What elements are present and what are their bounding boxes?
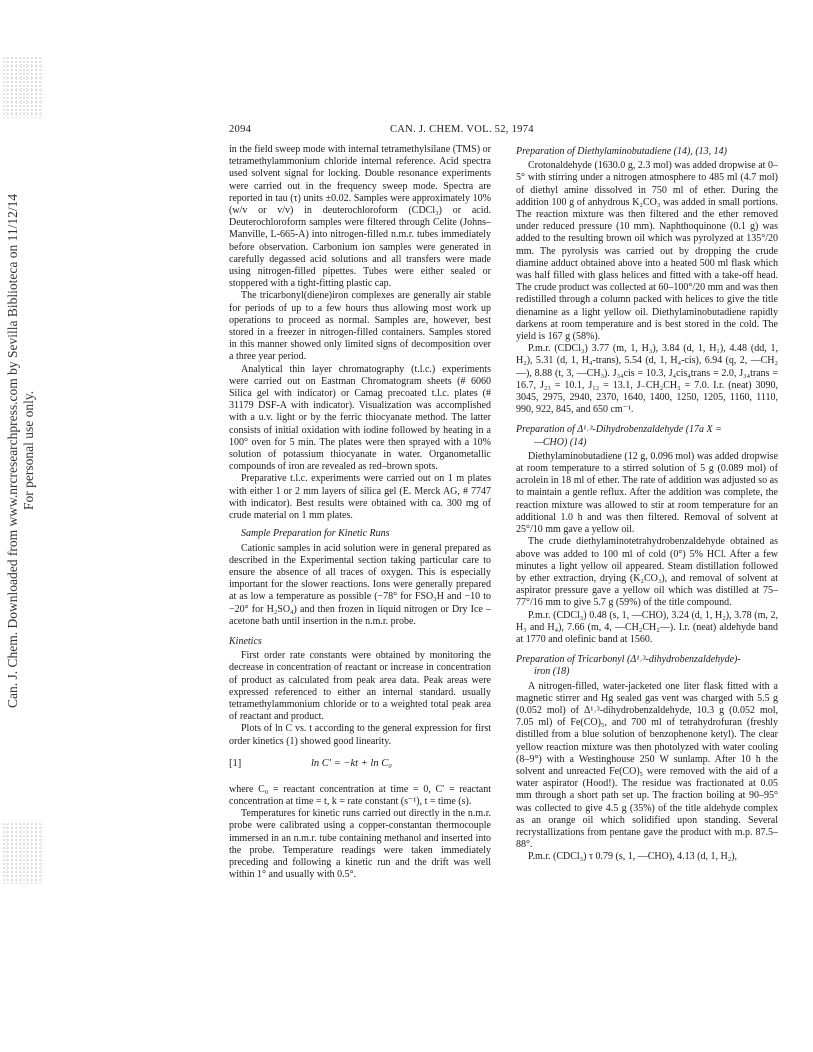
- paragraph: P.m.r. (CDCl₃) 3.77 (m, 1, H₃), 3.84 (d, 1, H₁), 4.48 (dd, 1, H₂), 5.31 (d, 1, H₄-trans), 5.54 (d, 1, H₄-cis), 6.94 (q, 2, —CH₂—), 8.88 (t, 3, —CH₃). J₃₄cis = 10.3, J₄cis₄trans = 2.0, J₃₄trans = 16.7, J₂₃ = 10.1, J₁₂ = 13.1, J₋CH₂CH₃ = 7.0. I.r. (neat) 3090, 3045, 2975, 2940, 2370, 1640, 1400, 1250, 1205, 1160, 1110, 990, 922, 845, and 650 cm⁻¹.: [516, 343, 778, 416]
- scan-noise: [2, 822, 42, 884]
- paragraph: Diethylaminobutadiene (12 g, 0.096 mol) was added dropwise at room temperature to a stirred solution of 5 g (0.089 mol) of acrolein in 18 ml of ether. The rate of addition was adjusted so as to maintain a gentle reflux. After the addition was complete, the reaction mixture was allowed to stir at room temperature for an additional 1.0 h and was then filtered. Removal of solvent at 25°/10 mm gave a yellow oil.: [516, 450, 778, 536]
- download-notice: Can. J. Chem. Downloaded from www.nrcresearchpress.com by Sevilla Biblioteca on 11/12/14: [5, 193, 20, 708]
- section-heading: Preparation of Diethylaminobutadiene (14), (13, 14): [516, 146, 727, 157]
- page-header: [229, 124, 778, 138]
- paragraph: P.m.r. (CDCl₃) τ 0.79 (s, 1, —CHO), 4.13 (d, 1, H₂),: [528, 851, 738, 863]
- section-heading-line: iron (18): [534, 666, 570, 678]
- section-heading: [516, 424, 778, 448]
- right-column: [516, 144, 778, 864]
- section-heading: Kinetics: [229, 635, 262, 647]
- paragraph: A nitrogen-filled, water-jacketed one liter flask fitted with a magnetic stirrer and Hg sealed gas vent was charged with 5.5 g (0.052 mol) of Δ¹˒³-dihydrobenzaldehyde, 10.3 g (0.052 mol, 7.05 ml) of Fe(CO)₅, and 700 ml of tetrahydrofuran (freshly distilled from a blue solution of benzophenone ketyl). The clear yellow reaction mixture was then photolyzed with water cooling (8–9°) with a Westinghouse 250 W sunlamp. After 10 h the solvent and unreacted Fe(CO)₅ were removed with the aid of a water aspirator (Hood!). The residue was fractionated at 0.05 mm through a short path set up. The fraction boiling at 90–95° was collected to give 4.5 g (35%) of the title aldehyde complex as an orange oil which solidified upon standing. Several recrystallizations from pentane gave the product with m.p. 87.5–88°.: [516, 680, 778, 851]
- paragraph: Analytical thin layer chromatography (t.l.c.) experiments were carried out on Eastman Chromatogram sheets (# 6060 Silica gel with indicator) or Camag precoated t.l.c. plates (# 31179 DSF-A with indicator). Visualization was accomplished with a u.v. light or by the ferric thiocyanate method. The latter consists of initial oxidation with iodine followed by heating in a 100° oven for 5 min. The plates were then sprayed with a 10% solution of potassium thiocyanate in water. Organometallic compounds of iron are revealed as red–brown spots.: [229, 363, 491, 473]
- page-number: 2094: [229, 124, 252, 135]
- section-heading: [516, 654, 778, 678]
- left-column: [229, 144, 491, 881]
- download-watermark: [0, 0, 44, 1052]
- section-heading-line: —CHO) (14): [534, 436, 587, 448]
- paragraph: First order rate constants were obtained by monitoring the decrease in concentration of reactant or increase in concentration of product as calculated from peak area data. Peak areas were expressed referenced to either an internal standard. usually tetramethylammonium chloride or to a weighted total peak area of reactant and product.: [229, 650, 491, 723]
- equation-number: [1]: [229, 757, 242, 769]
- equation-body: ln C′ = −kt + ln C₀: [311, 757, 392, 769]
- paragraph: where C₀ = reactant concentration at time = 0, C′ = reactant concentration at time = t, k = rate constant (s⁻¹), t = time (s).: [229, 783, 491, 807]
- running-head: CAN. J. CHEM. VOL. 52, 1974: [390, 124, 534, 135]
- personal-use-notice: For personal use only.: [21, 390, 36, 510]
- section-heading-line: Preparation of Tricarbonyl (Δ¹˒³-dihydrobenzaldehyde)-: [516, 654, 741, 666]
- paragraph: in the field sweep mode with internal tetramethylsilane (TMS) or tetramethylammonium chloride internal reference. Acid spectra used solvent signal for locking. Double resonance experiments were carried out in the frequency sweep mode. Spectra are reported in tau (τ) units ±0.02. Samples were approximately 10% (w/v or v/v) in deuterochloroform (CDCl₃) or acid. Deuterochloroform samples were filtered through Celite (Johns–Manville, L-665-A) into nitrogen-filled n.m.r. tubes immediately before observation. Carbonium ion samples were generated in carefully degassed acid solutions and all transfers were made using nitrogen-filled pipettes. Tubes were either sealed or stoppered with a tight-fitting plastic cap.: [229, 144, 491, 290]
- paragraph: Plots of ln C vs. t according to the general expression for first order kinetics (1) showed good linearity.: [229, 723, 491, 747]
- paragraph: P.m.r. (CDCl₃) 0.48 (s, 1, —CHO), 3.24 (d, 1, H₂), 3.78 (m, 2, H₃ and H₄), 7.66 (m, 4, —CH₂CH₂—). I.r. (neat) aldehyde band at 1770 and olefinic band at 1560.: [516, 609, 778, 645]
- equation: [229, 758, 491, 774]
- paragraph: Preparative t.l.c. experiments were carried out on 1 m plates with either 1 or 2 mm layers of silica gel (E. Merck AG, # 7747 with indicator). Best results were obtained with ca. 300 mg of crude material on 1 mm plates.: [229, 473, 491, 522]
- paragraph: The crude diethylaminotetrahydrobenzaldehyde obtained as above was added to 100 ml of cold (0°) 5% HCl. After a few minutes a light yellow oil appeared. Steam distillation followed by ether extraction, drying (K₂CO₃), and removal of solvent at aspirator pressure gave a yellow oil which was distilled at 75–77°/16 mm to give 5.7 g (59%) of the title compound.: [516, 536, 778, 609]
- paragraph: The tricarbonyl(diene)iron complexes are generally air stable for periods of up to a few hours thus allowing most work up operations to proceed as normal. Samples are, however, best stored in a freezer in nitrogen-filled containers. Samples stored in this manner showed only limited signs of decomposition over a three year period.: [229, 290, 491, 363]
- paragraph: Cationic samples in acid solution were in general prepared as described in the Experimental section taking particular care to ensure the absence of all traces of oxygen. This is especially important for the slower reactions. Ions were generally prepared at as low a temperature as possible (−78° for FSO₃H and −10 to −20° for H₂SO₄) and then frozen in liquid nitrogen or Dry Ice – acetone bath until insertion in the n.m.r. probe.: [229, 542, 491, 627]
- scan-noise: [2, 56, 42, 118]
- paragraph: Temperatures for kinetic runs carried out directly in the n.m.r. probe were calibrated using a copper-constantan thermocouple immersed in an n.m.r. tube containing methanol and inserted into the probe. Temperature readings were taken immediately preceding and following a kinetic run and the drift was well within 1° and usually with 0.5°.: [229, 808, 491, 881]
- section-heading: Sample Preparation for Kinetic Runs: [241, 528, 390, 540]
- paragraph: Crotonaldehyde (1630.0 g, 2.3 mol) was added dropwise at 0–5° with stirring under a nitrogen atmosphere to 485 ml (4.7 mol) of diethyl amine dissolved in 750 ml of ether. During the addition 100 g of anhydrous K₂CO₃ was added in small portions. The reaction mixture was then filtered and the ether removed under reduced pressure (10 mm). Naphthoquinone (0.1 g) was added to the resulting brown oil which was pyrolyzed at 135°/20 mm. The pyrolysis was carried out by dropping the crude diamine adduct obtained above into a heated 500 ml flask which was half filled with glass helices and fitted with a take-off head. The crude product was collected at 60–100°/20 mm and was then redistilled through a column packed with helices to give the title dienamine as a light yellow oil. Diethylaminobutadiene rapidly darkens at room temperature and is best stored in the cold. The yield is 167 g (58%).: [516, 160, 778, 343]
- section-heading-line: Preparation of Δ¹˒³-Dihydrobenzaldehyde (17a X =: [516, 424, 722, 436]
